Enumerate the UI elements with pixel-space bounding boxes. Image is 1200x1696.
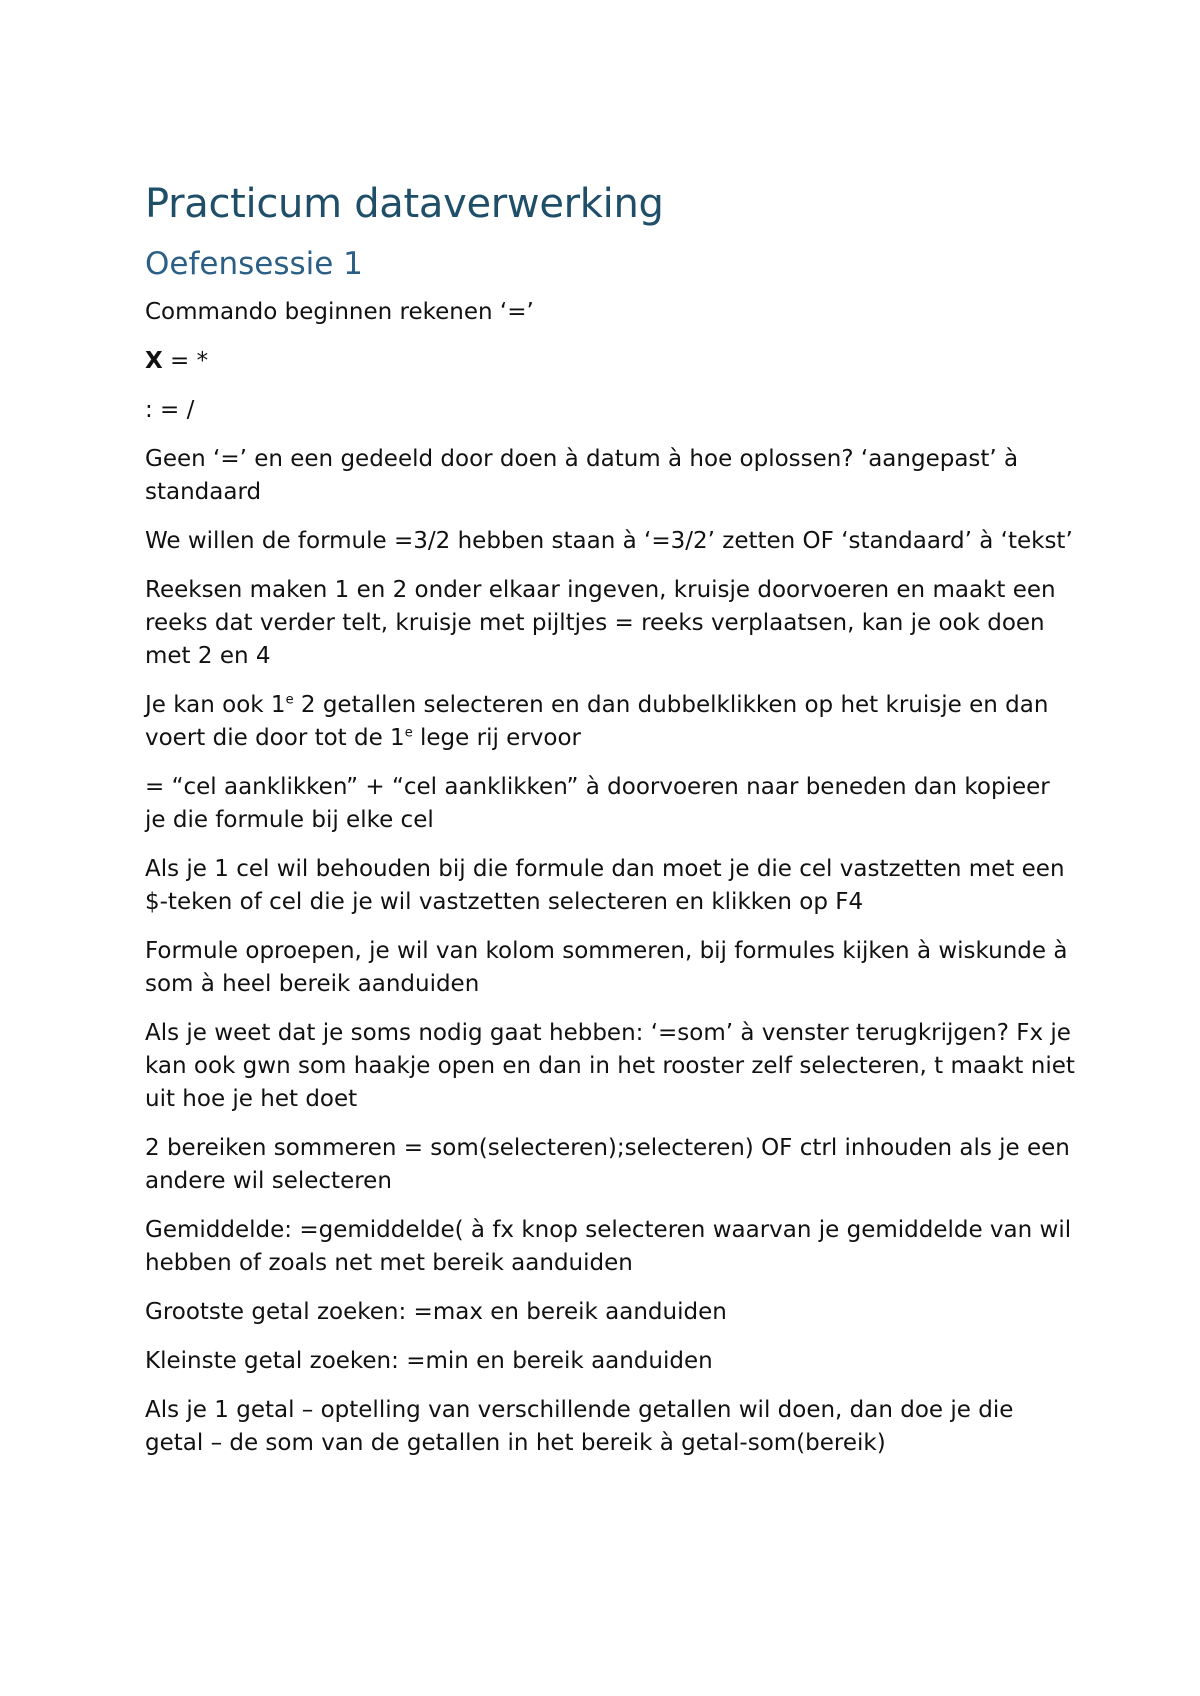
paragraph-7-part-b: 2 getallen selecteren en dan dubbelklikken op het kruisje en dan voert die door tot de 1 (145, 692, 1049, 751)
paragraph-15: Kleinste getal zoeken: =min en bereik aanduiden (145, 1348, 713, 1374)
superscript-1: e (285, 692, 294, 708)
paragraph-3: : = / (145, 397, 195, 423)
paragraph-14: Grootste getal zoeken: =max en bereik aanduiden (145, 1299, 727, 1325)
paragraph-5: We willen de formule =3/2 hebben staan à ‘=3/2’ zetten OF ‘standaard’ à ‘tekst’ (145, 528, 1073, 554)
paragraph-13: Gemiddelde: =gemiddelde( à fx knop selecteren waarvan je gemiddelde van wil hebben of zoals net met bereik aanduiden (145, 1217, 1072, 1276)
paragraph-1: Commando beginnen rekenen ‘=’ (145, 299, 534, 325)
paragraph-6: Reeksen maken 1 en 2 onder elkaar ingeven, kruisje doorvoeren en maakt een reeks dat verder telt, kruisje met pijltjes = reeks verplaatsen, kan je ook doen met 2 en 4 (145, 577, 1056, 669)
document-page (145, 178, 1075, 1460)
paragraph-8: = “cel aanklikken” + “cel aanklikken” à doorvoeren naar beneden dan kopieer je die formule bij elke cel (145, 774, 1050, 833)
paragraph-7-part-c: lege rij ervoor (412, 725, 581, 751)
paragraph-11: Als je weet dat je soms nodig gaat hebben: ‘=som’ à venster terugkrijgen? Fx je kan ook gwn som haakje open en dan in het rooster zelf selecteren, t maakt niet uit hoe je het doet (145, 1020, 1075, 1112)
paragraph-2-bold: X (145, 348, 163, 374)
paragraph-10: Formule oproepen, je wil van kolom sommeren, bij formules kijken à wiskunde à som à heel bereik aanduiden (145, 938, 1068, 997)
paragraph-7-part-a: Je kan ook 1 (145, 692, 286, 718)
paragraph-2 (145, 345, 1075, 378)
document-title: Practicum dataverwerking (145, 181, 664, 227)
paragraph-16: Als je 1 getal – optelling van verschillende getallen wil doen, dan doe je die getal – de som van de getallen in het bereik à getal-som(bereik) (145, 1397, 1014, 1456)
paragraph-9: Als je 1 cel wil behouden bij die formule dan moet je die cel vastzetten met een $-teken of cel die je wil vastzetten selecteren en klikken op F4 (145, 856, 1065, 915)
paragraph-2-text: = * (162, 348, 209, 374)
paragraph-7 (145, 689, 1075, 755)
superscript-2: e (404, 725, 413, 741)
paragraph-12: 2 bereiken sommeren = som(selecteren);selecteren) OF ctrl inhouden als je een andere wil selecteren (145, 1135, 1070, 1194)
section-heading: Oefensessie 1 (145, 246, 363, 282)
paragraph-4: Geen ‘=’ en een gedeeld door doen à datum à hoe oplossen? ‘aangepast’ à standaard (145, 446, 1019, 505)
